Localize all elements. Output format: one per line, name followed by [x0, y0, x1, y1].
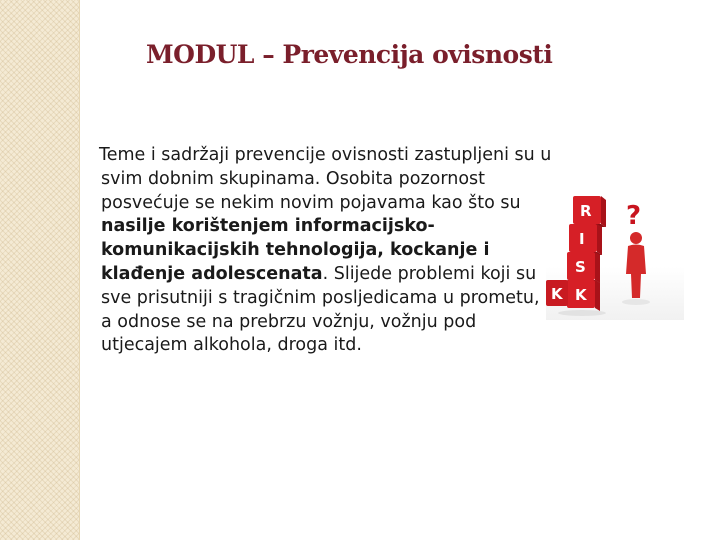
risk-cube — [546, 280, 568, 306]
cube-letter-k-second: K — [551, 285, 563, 303]
paragraph-text-intro: Teme i sadržaji prevencije ovisnosti zastupljeni su u svim dobnim skupinama. Osobita pozornost posvećuje se nekim novim pojavama kao što su — [99, 145, 552, 213]
slide-body-paragraph — [101, 144, 553, 358]
risk-cube — [567, 280, 600, 311]
question-mark-symbol: ? — [626, 201, 642, 231]
cube-letter-s: S — [575, 258, 586, 276]
paragraph-text-outro: . Slijede problemi koji su sve prisutniji s tragičnim posljedicama u prometu, a odnose se na prebrzu vožnju, vožnju pod utjecajem alkohola, droga itd. — [101, 263, 540, 356]
risk-cube — [567, 252, 600, 283]
risk-cube — [573, 196, 606, 227]
slide-title: MODUL – Prevencija ovisnosti — [146, 40, 553, 69]
risk-cube — [569, 224, 602, 255]
person-figure — [622, 232, 650, 305]
cube-letter-k: K — [575, 286, 587, 304]
risk-blocks-question-figure-icon — [546, 186, 684, 320]
cube-letter-i: I — [579, 230, 585, 248]
cube-letter-r: R — [580, 202, 592, 220]
paragraph-text-emphasis: nasilje korištenjem informacijsko-komunikacijskih tehnologija, kockanje i klađenje adolescenata — [101, 216, 490, 284]
decorative-side-band — [0, 0, 80, 540]
